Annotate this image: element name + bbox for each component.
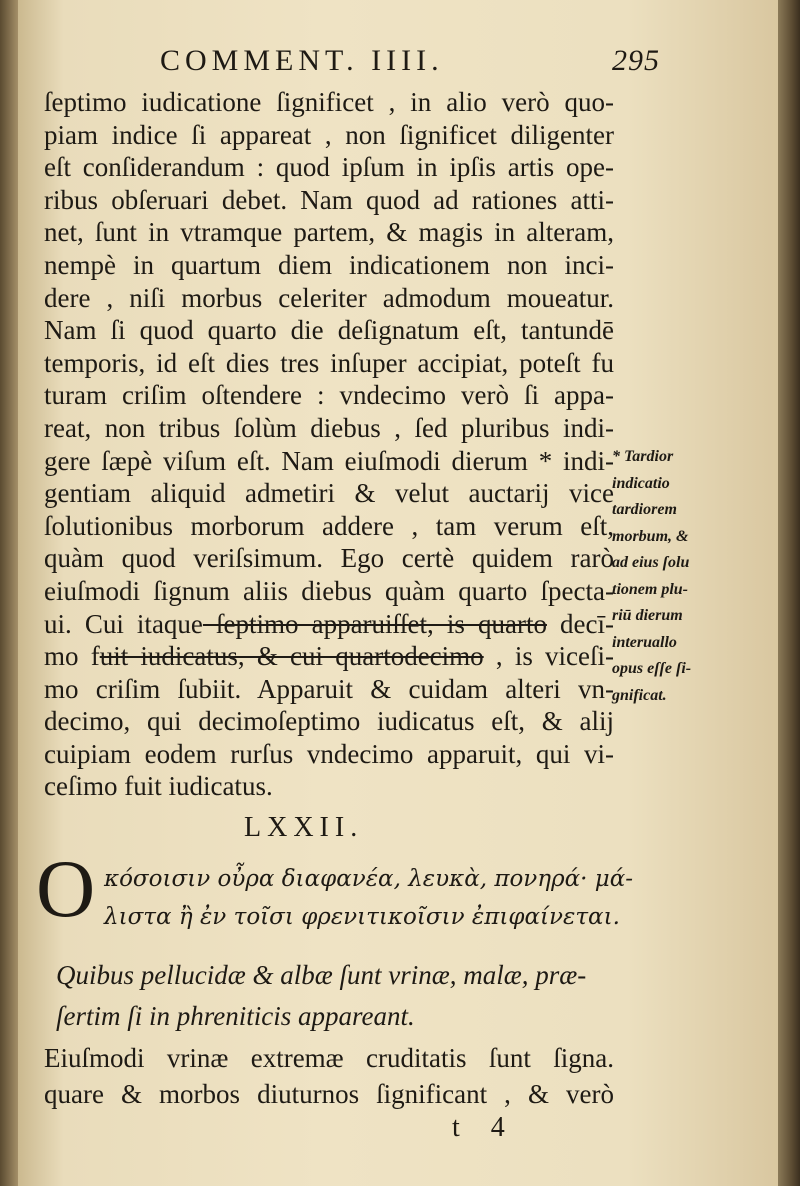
text-line-with-strikethrough [44, 608, 614, 641]
text-line: cuipiam eodem rurſus vndecimo apparuit, qui vi- [44, 738, 614, 769]
margin-line: morbum, & [612, 527, 689, 545]
page-edge [778, 0, 800, 1186]
book-gutter [0, 0, 18, 1186]
margin-line: ad eius ſolu [612, 554, 690, 571]
text-line: gentiam aliquid admetiri & velut auctarij vice [44, 478, 614, 509]
text-line: ceſimo fuit iudicatus. [44, 771, 273, 802]
margin-line: riū dierum [612, 607, 683, 624]
latin-line: Quibus pellucidæ & albæ ſunt vrinæ, malæ, præ- [56, 960, 587, 990]
text-line: temporis, id eſt dies tres inſuper accipiat, poteſt fu [44, 347, 614, 378]
greek-line: κόσοισιν οὖρα διαφανέα, λευκὰ, πονηρά· μά- [104, 866, 633, 892]
text-line: decimo, qui decimoſeptimo iudicatus eſt, & alij [44, 706, 614, 737]
page-number: 295 [612, 44, 660, 77]
margin-line: * Tardior [612, 448, 674, 465]
section-number: LXXII. [244, 812, 364, 843]
struck-text: uit iudicatus, & cui quartodecimo [99, 641, 484, 672]
text-line: Eiuſmodi vrinæ extremæ cruditatis ſunt ſigna. [44, 1043, 614, 1073]
margin-line: indicatio [612, 474, 670, 492]
marginal-note [612, 444, 722, 709]
margin-line: interuallo [612, 633, 677, 651]
text-line: Nam ſi quod quarto die deſignatum eſt, tantundē [44, 315, 614, 346]
margin-line: tardiorem [612, 501, 677, 518]
text-line: reat, non tribus ſolùm diebus , ſed pluribus indi- [44, 412, 614, 443]
margin-line: tionem plu- [612, 580, 689, 598]
text-line: eiuſmodi ſignum aliis diebus quàm quarto ſpecta- [44, 575, 614, 606]
text-line: net, ſunt in vtramque partem, & magis in alteram, [44, 217, 614, 248]
text-fragment: , is viceſi- [483, 641, 614, 672]
text-line: gere ſæpè viſum eſt. Nam eiuſmodi dierum * indi- [44, 445, 614, 476]
margin-line: gnificat. [612, 686, 667, 704]
text-line: quare & morbos diuturnos ſignificant , & verò [44, 1079, 614, 1109]
latin-translation [56, 955, 616, 1037]
text-line: ſeptimo iudicatione ſignificet , in alio verò quo- [44, 87, 614, 117]
greek-aphorism [104, 860, 633, 936]
drop-initial: O [36, 843, 96, 934]
text-line: ribus obſeruari debet. Nam quod ad rationes atti- [44, 184, 614, 215]
greek-line: λιστα ἢ ἐν τοῖσι φρενιτικοῖσιν ἐπιφαίνεται. [104, 904, 620, 930]
struck-text: ſeptimo apparuiſſet, is quarto [202, 608, 547, 639]
running-header [160, 44, 660, 84]
text-line: ſolutionibus morborum addere , tam verum eſt, [44, 510, 614, 541]
latin-line: ſertim ſi in phreniticis appareant. [56, 1001, 415, 1031]
text-line: dere , niſi morbus celeriter admodum moueatur. [44, 282, 614, 313]
text-line: nempè in quartum diem indicationem non inci- [44, 249, 614, 280]
text-line-with-strikethrough [44, 640, 614, 673]
body-text [44, 86, 614, 803]
text-fragment: ui. Cui itaque [44, 608, 203, 639]
commentary-text [44, 1040, 614, 1112]
text-fragment: decī- [546, 608, 615, 639]
signature-mark: t 4 [452, 1112, 517, 1143]
text-line: quàm quod veriſsimum. Ego certè quidem rarò [44, 543, 614, 574]
text-line: mo criſim ſubiit. Apparuit & cuidam alteri vn- [44, 673, 614, 704]
text-line: eſt conſiderandum : quod ipſum in ipſis artis ope- [44, 152, 614, 183]
text-line: piam indice ſi appareat , non ſignificet diligenter [44, 119, 614, 150]
running-title: COMMENT. IIII. [160, 44, 444, 77]
text-fragment: mo f [44, 641, 100, 672]
text-line: turam criſim oſtendere : vndecimo verò ſi appa- [44, 380, 614, 411]
margin-line: opus eſſe ſi- [612, 660, 692, 677]
